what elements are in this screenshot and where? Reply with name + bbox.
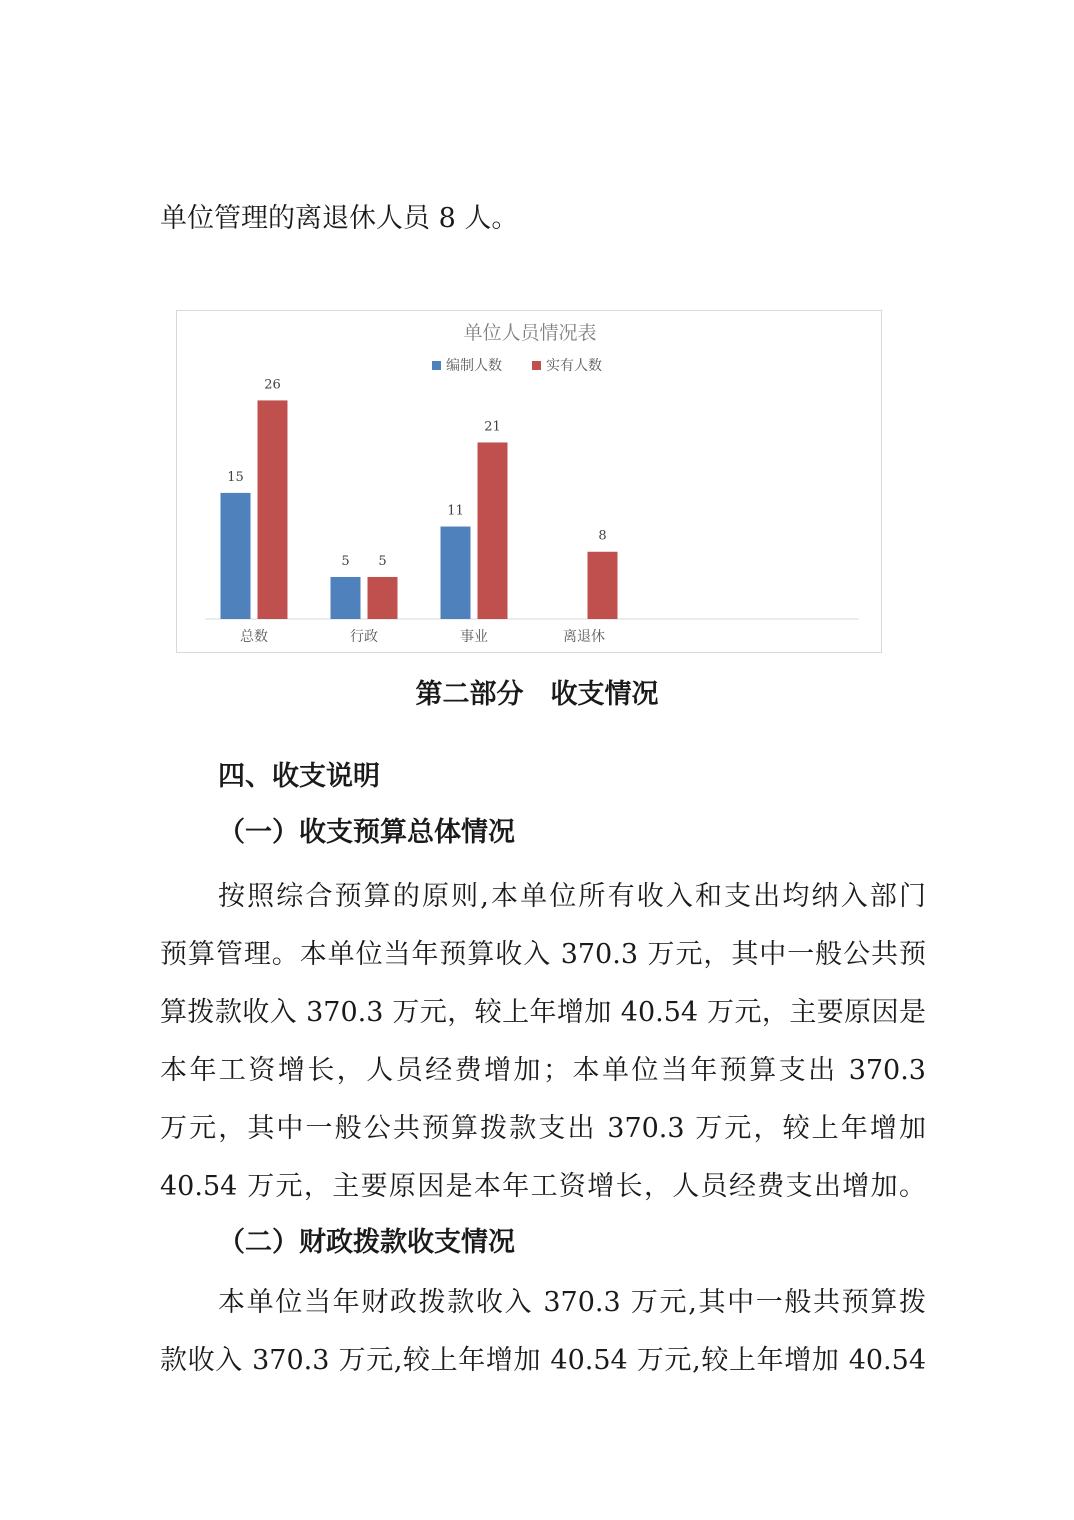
para1-line-2: 预算管理。本单位当年预算收入 370.3 万元，其中一般公共预 (160, 939, 926, 970)
legend-swatch-0 (432, 361, 441, 370)
chart-title: 单位人员情况表 (463, 322, 597, 344)
data-label-1-3: 8 (598, 528, 607, 544)
chart-canvas (177, 311, 883, 654)
para1-line-6: 40.54 万元，主要原因是本年工资增长，人员经费支出增加。 (160, 1171, 926, 1202)
bar-1-2 (478, 442, 508, 619)
staff-bar-chart (176, 310, 882, 653)
para2-line-2: 款收入 370.3 万元,较上年增加 40.54 万元,较上年增加 40.54 (160, 1345, 926, 1376)
section-heading: 四、收支说明 (218, 761, 380, 792)
legend-swatch-1 (532, 361, 541, 370)
bar-0-1 (331, 577, 361, 619)
para2-line-1: 本单位当年财政拨款收入 370.3 万元,其中一般共预算拨 (218, 1287, 926, 1318)
data-label-1-2: 21 (484, 419, 501, 435)
para1-line-1: 按照综合预算的原则,本单位所有收入和支出均纳入部门 (218, 881, 926, 912)
x-tick-label-3: 离退休 (563, 629, 605, 645)
bar-1-3 (588, 552, 618, 619)
bar-1-1 (368, 577, 398, 619)
intro-line: 单位管理的离退休人员 8 人。 (160, 203, 519, 234)
legend-label-1: 实有人数 (546, 358, 602, 374)
subsection-heading-2: （二）财政拨款收支情况 (218, 1227, 515, 1258)
x-tick-label-2: 事业 (460, 629, 488, 645)
data-label-1-0: 26 (264, 377, 281, 393)
legend-label-0: 编制人数 (446, 358, 502, 374)
chart-legend (432, 357, 602, 374)
bar-0-2 (441, 527, 471, 619)
para1-line-5: 万元，其中一般公共预算拨款支出 370.3 万元，较上年增加 (160, 1113, 926, 1144)
data-label-0-2: 11 (447, 503, 464, 519)
x-tick-label-0: 总数 (240, 629, 268, 645)
para1-line-3: 算拨款收入 370.3 万元，较上年增加 40.54 万元，主要原因是 (160, 997, 926, 1028)
data-label-0-0: 15 (227, 469, 244, 485)
subsection-heading-1: （一）收支预算总体情况 (218, 817, 515, 848)
bar-1-0 (258, 400, 288, 619)
para1-line-4: 本年工资增长，人员经费增加；本单位当年预算支出 370.3 (160, 1055, 926, 1086)
data-label-0-1: 5 (341, 553, 350, 569)
part-heading: 第二部分 收支情况 (415, 679, 659, 710)
bar-0-0 (221, 493, 251, 619)
data-label-1-1: 5 (378, 553, 387, 569)
x-tick-label-1: 行政 (350, 629, 378, 645)
